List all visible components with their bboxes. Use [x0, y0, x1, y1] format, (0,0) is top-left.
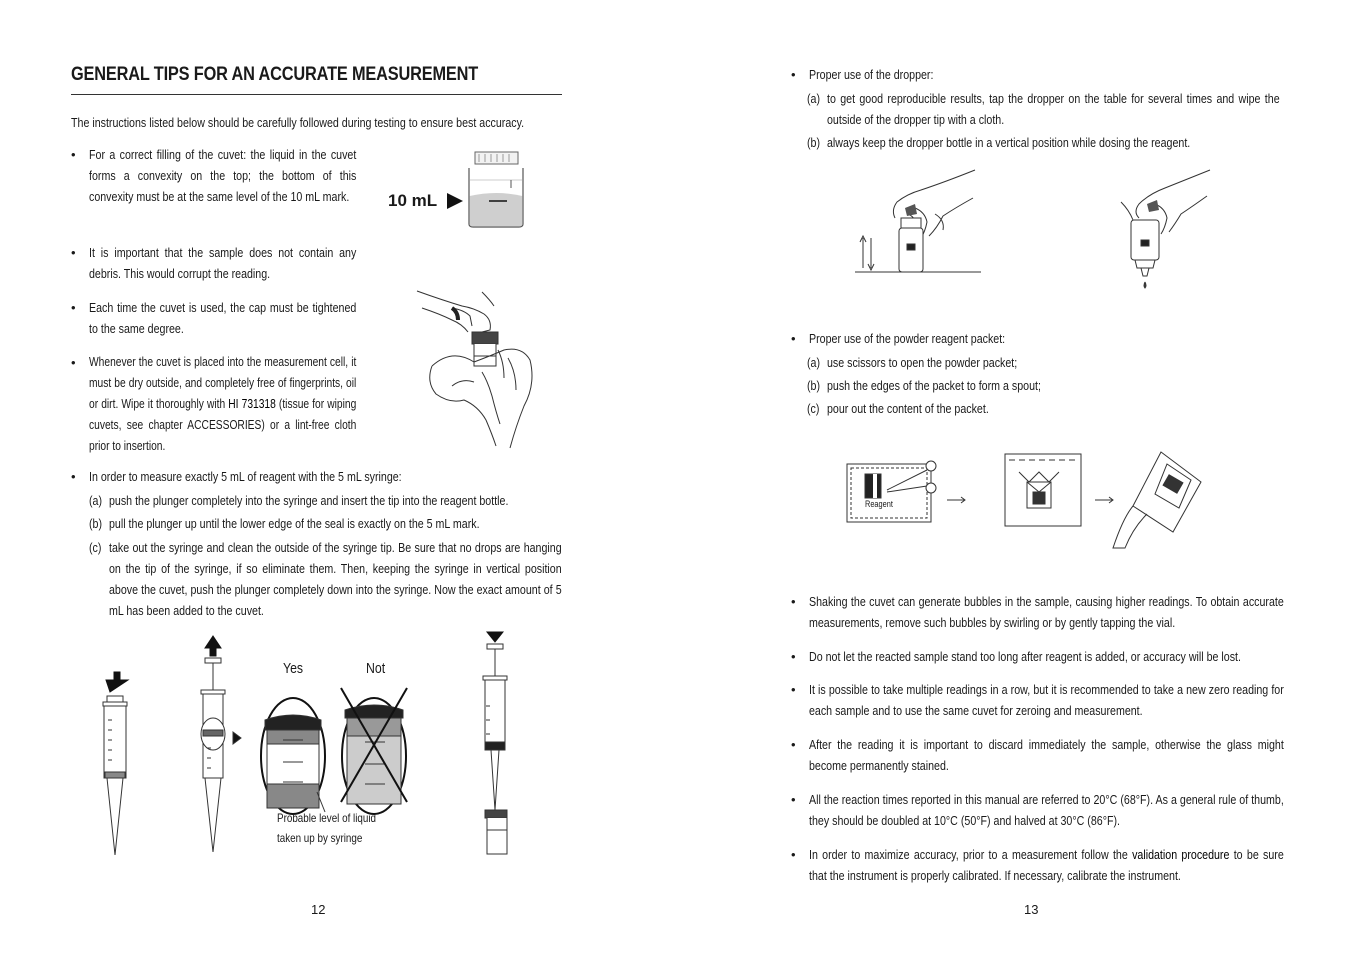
bullet-text-post: to be sure that the instrument is properly calibrated. If necessary, calibrate the instrument. — [809, 847, 1284, 883]
step-text: use scissors to open the powder packet; — [827, 355, 1018, 370]
bullet-text-pre: Whenever the cuvet is placed into the measurement cell, it must be dry outside, and completely free of fingerprints, oil or dirt. Wipe it thoroughly with — [89, 355, 357, 411]
cuvet-volume-label: 10 mL — [388, 191, 438, 210]
step-label: (b) — [89, 516, 103, 531]
not-label: Not — [366, 660, 386, 677]
bullet-text: For a correct filling of the cuvet: the liquid in the cuvet forms a convexity on the top; the bottom of this convexity must be at the same level of the 10 mL mark. — [89, 147, 357, 204]
bullet-dot: • — [791, 649, 796, 664]
bullet-text: Do not let the reacted sample stand too long after reagent is added, or accuracy will be lost. — [809, 649, 1241, 664]
page-number: 12 — [311, 902, 326, 917]
step-text: to get good reproducible results, tap the dropper on the table for several times and wipe the outside of the dropper tip with a cloth. — [827, 91, 1280, 127]
bullet-text — [809, 844, 1284, 886]
step-label: (a) — [807, 355, 821, 370]
dropper-tapping-illustration — [855, 168, 985, 278]
hands-wiping-cuvet-illustration — [412, 286, 537, 448]
page-number: 13 — [1024, 902, 1039, 917]
bullet-dot: • — [791, 682, 796, 697]
step-text: always keep the dropper bottle in a vertical position while dosing the reagent. — [827, 135, 1191, 150]
bullet-text-pre: In order to maximize accuracy, prior to a measurement follow the — [809, 847, 1128, 862]
syringe-caption — [277, 808, 376, 848]
step-label: (b) — [807, 378, 821, 393]
validation-procedure-link[interactable]: validation procedure — [1132, 847, 1230, 862]
bullet-text: Each time the cuvet is used, the cap must be tightened to the same degree. — [89, 300, 357, 336]
yes-label: Yes — [283, 660, 304, 677]
bullet-text-post: (tissue for wiping cuvets, see chapter ACCESSORIES) or a lint-free cloth prior to insertion. — [89, 397, 357, 453]
step-text: push the edges of the packet to form a spout; — [827, 378, 1041, 393]
step-text: pour out the content of the packet. — [827, 401, 989, 416]
step-label: (c) — [89, 540, 102, 555]
bullet-text: Shaking the cuvet can generate bubbles in the sample, causing higher readings. To obtain accurate measurements, remove such bubbles by swirling or by gently tapping the vial. — [809, 594, 1284, 630]
bullet-text — [89, 352, 356, 457]
step-label: (b) — [807, 135, 821, 150]
bullet-dot: • — [71, 300, 76, 315]
right-page — [675, 0, 1351, 954]
bullet-text: Proper use of the powder reagent packet: — [809, 331, 1006, 346]
bullet-dot: • — [71, 147, 76, 162]
caption-line: Probable level of liquid — [277, 811, 377, 825]
bullet-dot: • — [791, 594, 796, 609]
bullet-dot: • — [791, 847, 796, 862]
bullet-text: All the reaction times reported in this manual are referred to 20°C (68°F). As a general rule of thumb, they should be doubled at 10°C (50°F) and halved at 30°C (86°F). — [809, 792, 1284, 828]
intro-text: The instructions listed below should be carefully followed during testing to ensure best accuracy. — [71, 115, 525, 130]
product-code: HI 731318 — [228, 397, 276, 411]
step-label: (a) — [807, 91, 821, 106]
step-label: (a) — [89, 493, 103, 508]
bullet-text: In order to measure exactly 5 mL of reagent with the 5 mL syringe: — [89, 469, 402, 484]
bullet-text: It is important that the sample does not contain any debris. This would corrupt the reading. — [89, 245, 357, 281]
page-title: GENERAL TIPS FOR AN ACCURATE MEASUREMENT — [71, 64, 479, 85]
powder-packet-illustration — [843, 452, 1233, 552]
packet-label: Reagent — [865, 499, 893, 509]
caption-line: taken up by syringe — [277, 831, 363, 845]
bullet-dot: • — [791, 331, 796, 346]
bullet-text: Proper use of the dropper: — [809, 67, 934, 82]
step-text: push the plunger completely into the syringe and insert the tip into the reagent bottle. — [109, 493, 509, 508]
bullet-dot: • — [71, 245, 76, 260]
step-text: pull the plunger up until the lower edge of the seal is exactly on the 5 mL mark. — [109, 516, 480, 531]
bullet-text: It is possible to take multiple readings in a row, but it is recommended to take a new zero reading for each sample and to use the same cuvet for zeroing and measurement. — [809, 682, 1284, 718]
bullet-dot: • — [71, 355, 76, 370]
step-label: (c) — [807, 401, 820, 416]
bullet-dot: • — [791, 792, 796, 807]
bullet-dot: • — [791, 67, 796, 82]
title-rule — [71, 94, 562, 95]
step-text: take out the syringe and clean the outside of the syringe tip. Be sure that no drops are hanging on the tip of the syringe, if so eliminate them. Then, keeping the syringe in vertical position above the cuvet, push the plunger completely down into the syringe. Now the exact amount of 5 mL has been added to the cuvet. — [109, 540, 562, 618]
dropper-dosing-illustration — [1115, 168, 1215, 294]
bullet-text: After the reading it is important to discard immediately the sample, otherwise the glass might become permanently stained. — [809, 737, 1284, 773]
cuvet-fill-illustration — [445, 150, 530, 230]
bullet-dot: • — [71, 469, 76, 484]
left-page — [0, 0, 675, 954]
bullet-dot: • — [791, 737, 796, 752]
